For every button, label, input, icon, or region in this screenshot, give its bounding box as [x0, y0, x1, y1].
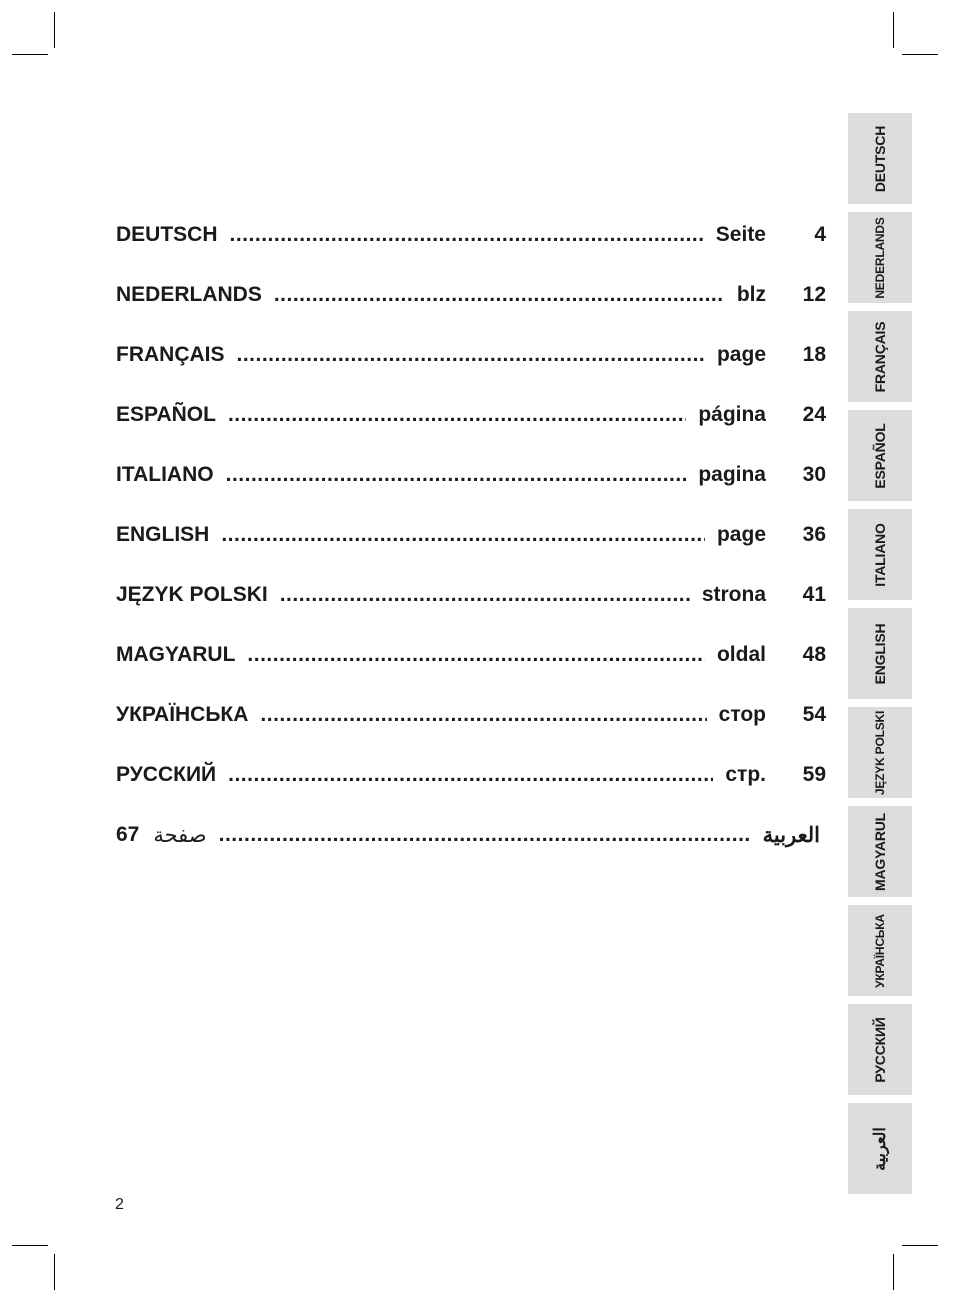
- tab-label: РУССКИЙ: [872, 1016, 888, 1083]
- dot-leader: [280, 583, 690, 607]
- dot-leader: [247, 643, 705, 667]
- toc-page-number: 67: [116, 823, 140, 846]
- dot-leader: [228, 763, 713, 787]
- tab-deutsch[interactable]: [848, 113, 912, 204]
- tab-italiano[interactable]: [848, 509, 912, 600]
- toc-row-nederlands[interactable]: [116, 265, 826, 325]
- tab-magyarul[interactable]: [848, 806, 912, 897]
- tab-label: JĘZYK POLSKI: [873, 710, 887, 795]
- crop-mark: [12, 54, 48, 55]
- tab-espanol[interactable]: [848, 410, 912, 501]
- tab-label: ESPAÑOL: [872, 422, 888, 489]
- toc-page-number: 41: [802, 583, 826, 606]
- dot-leader: [226, 463, 687, 487]
- toc-row-russian[interactable]: [116, 745, 826, 805]
- toc-language: FRANÇAIS: [116, 343, 225, 366]
- tab-label: ENGLISH: [872, 623, 888, 684]
- dot-leader: [228, 403, 686, 427]
- crop-mark: [12, 1245, 48, 1246]
- page-number: 2: [115, 1196, 124, 1213]
- crop-mark: [902, 1245, 938, 1246]
- dot-leader: [219, 823, 751, 847]
- toc-row-espanol[interactable]: [116, 385, 826, 445]
- toc-language: УКРАЇНСЬКА: [116, 703, 249, 726]
- toc-row-arabic[interactable]: [116, 805, 826, 865]
- crop-mark: [54, 1254, 55, 1290]
- tab-nederlands[interactable]: [848, 212, 912, 303]
- toc-row-polski[interactable]: [116, 565, 826, 625]
- dot-leader: [260, 703, 706, 727]
- toc-page-word: strona: [701, 583, 766, 606]
- tab-label: العربية: [872, 1126, 889, 1171]
- toc-language: DEUTSCH: [116, 223, 218, 246]
- toc-language: ITALIANO: [116, 463, 214, 486]
- toc-page-word: pagina: [698, 463, 766, 486]
- toc-row-italiano[interactable]: [116, 445, 826, 505]
- tab-ukrainian[interactable]: [848, 905, 912, 996]
- toc-page-number: 36: [802, 523, 826, 546]
- toc-row-english[interactable]: [116, 505, 826, 565]
- toc-row-magyarul[interactable]: [116, 625, 826, 685]
- toc-language: ENGLISH: [116, 523, 210, 546]
- tab-label: NEDERLANDS: [873, 216, 887, 299]
- toc-page-word: page: [716, 523, 766, 546]
- toc-language: NEDERLANDS: [116, 283, 262, 306]
- toc-language: РУССКИЙ: [116, 763, 217, 786]
- toc-page-number: 30: [802, 463, 826, 486]
- crop-mark: [893, 12, 894, 48]
- toc-row-ukrainian[interactable]: [116, 685, 826, 745]
- toc-row-deutsch[interactable]: [116, 205, 826, 265]
- dot-leader: [237, 343, 705, 367]
- toc-page-number: 24: [802, 403, 826, 426]
- tab-label: MAGYARUL: [872, 812, 888, 891]
- dot-leader: [221, 523, 705, 547]
- toc-page-word: oldal: [716, 643, 766, 666]
- toc-language: JĘZYK POLSKI: [116, 583, 268, 606]
- toc-page-word: blz: [736, 283, 766, 306]
- toc-language: ESPAÑOL: [116, 403, 216, 426]
- toc-page-number: 59: [802, 763, 826, 786]
- toc-page-word: стр.: [725, 763, 766, 786]
- crop-mark: [54, 12, 55, 48]
- tab-label: DEUTSCH: [872, 125, 888, 192]
- tab-francais[interactable]: [848, 311, 912, 402]
- toc-page-word: page: [716, 343, 766, 366]
- tab-arabic[interactable]: [848, 1103, 912, 1194]
- language-tabs: [848, 113, 912, 1202]
- toc-page-word: página: [698, 403, 766, 426]
- toc-page-number: 48: [802, 643, 826, 666]
- tab-russian[interactable]: [848, 1004, 912, 1095]
- tab-label: УКРАЇНСЬКА: [873, 913, 887, 988]
- toc-page-word: Seite: [715, 223, 766, 246]
- table-of-contents: [116, 205, 826, 865]
- toc-page-number: 4: [814, 223, 826, 246]
- toc-page-word: стор: [718, 703, 766, 726]
- tab-label: FRANÇAIS: [872, 321, 888, 392]
- toc-page-number: 18: [802, 343, 826, 366]
- tab-polski[interactable]: [848, 707, 912, 798]
- dot-leader: [274, 283, 725, 307]
- tab-english[interactable]: [848, 608, 912, 699]
- dot-leader: [230, 223, 704, 247]
- toc-page-number: 54: [802, 703, 826, 726]
- crop-mark: [902, 54, 938, 55]
- toc-language: العربية: [762, 823, 820, 847]
- toc-page-word: صفحة: [153, 823, 207, 847]
- toc-row-francais[interactable]: [116, 325, 826, 385]
- toc-language: MAGYARUL: [116, 643, 236, 666]
- tab-label: ITALIANO: [872, 522, 888, 587]
- toc-page-number: 12: [802, 283, 826, 306]
- crop-mark: [893, 1254, 894, 1290]
